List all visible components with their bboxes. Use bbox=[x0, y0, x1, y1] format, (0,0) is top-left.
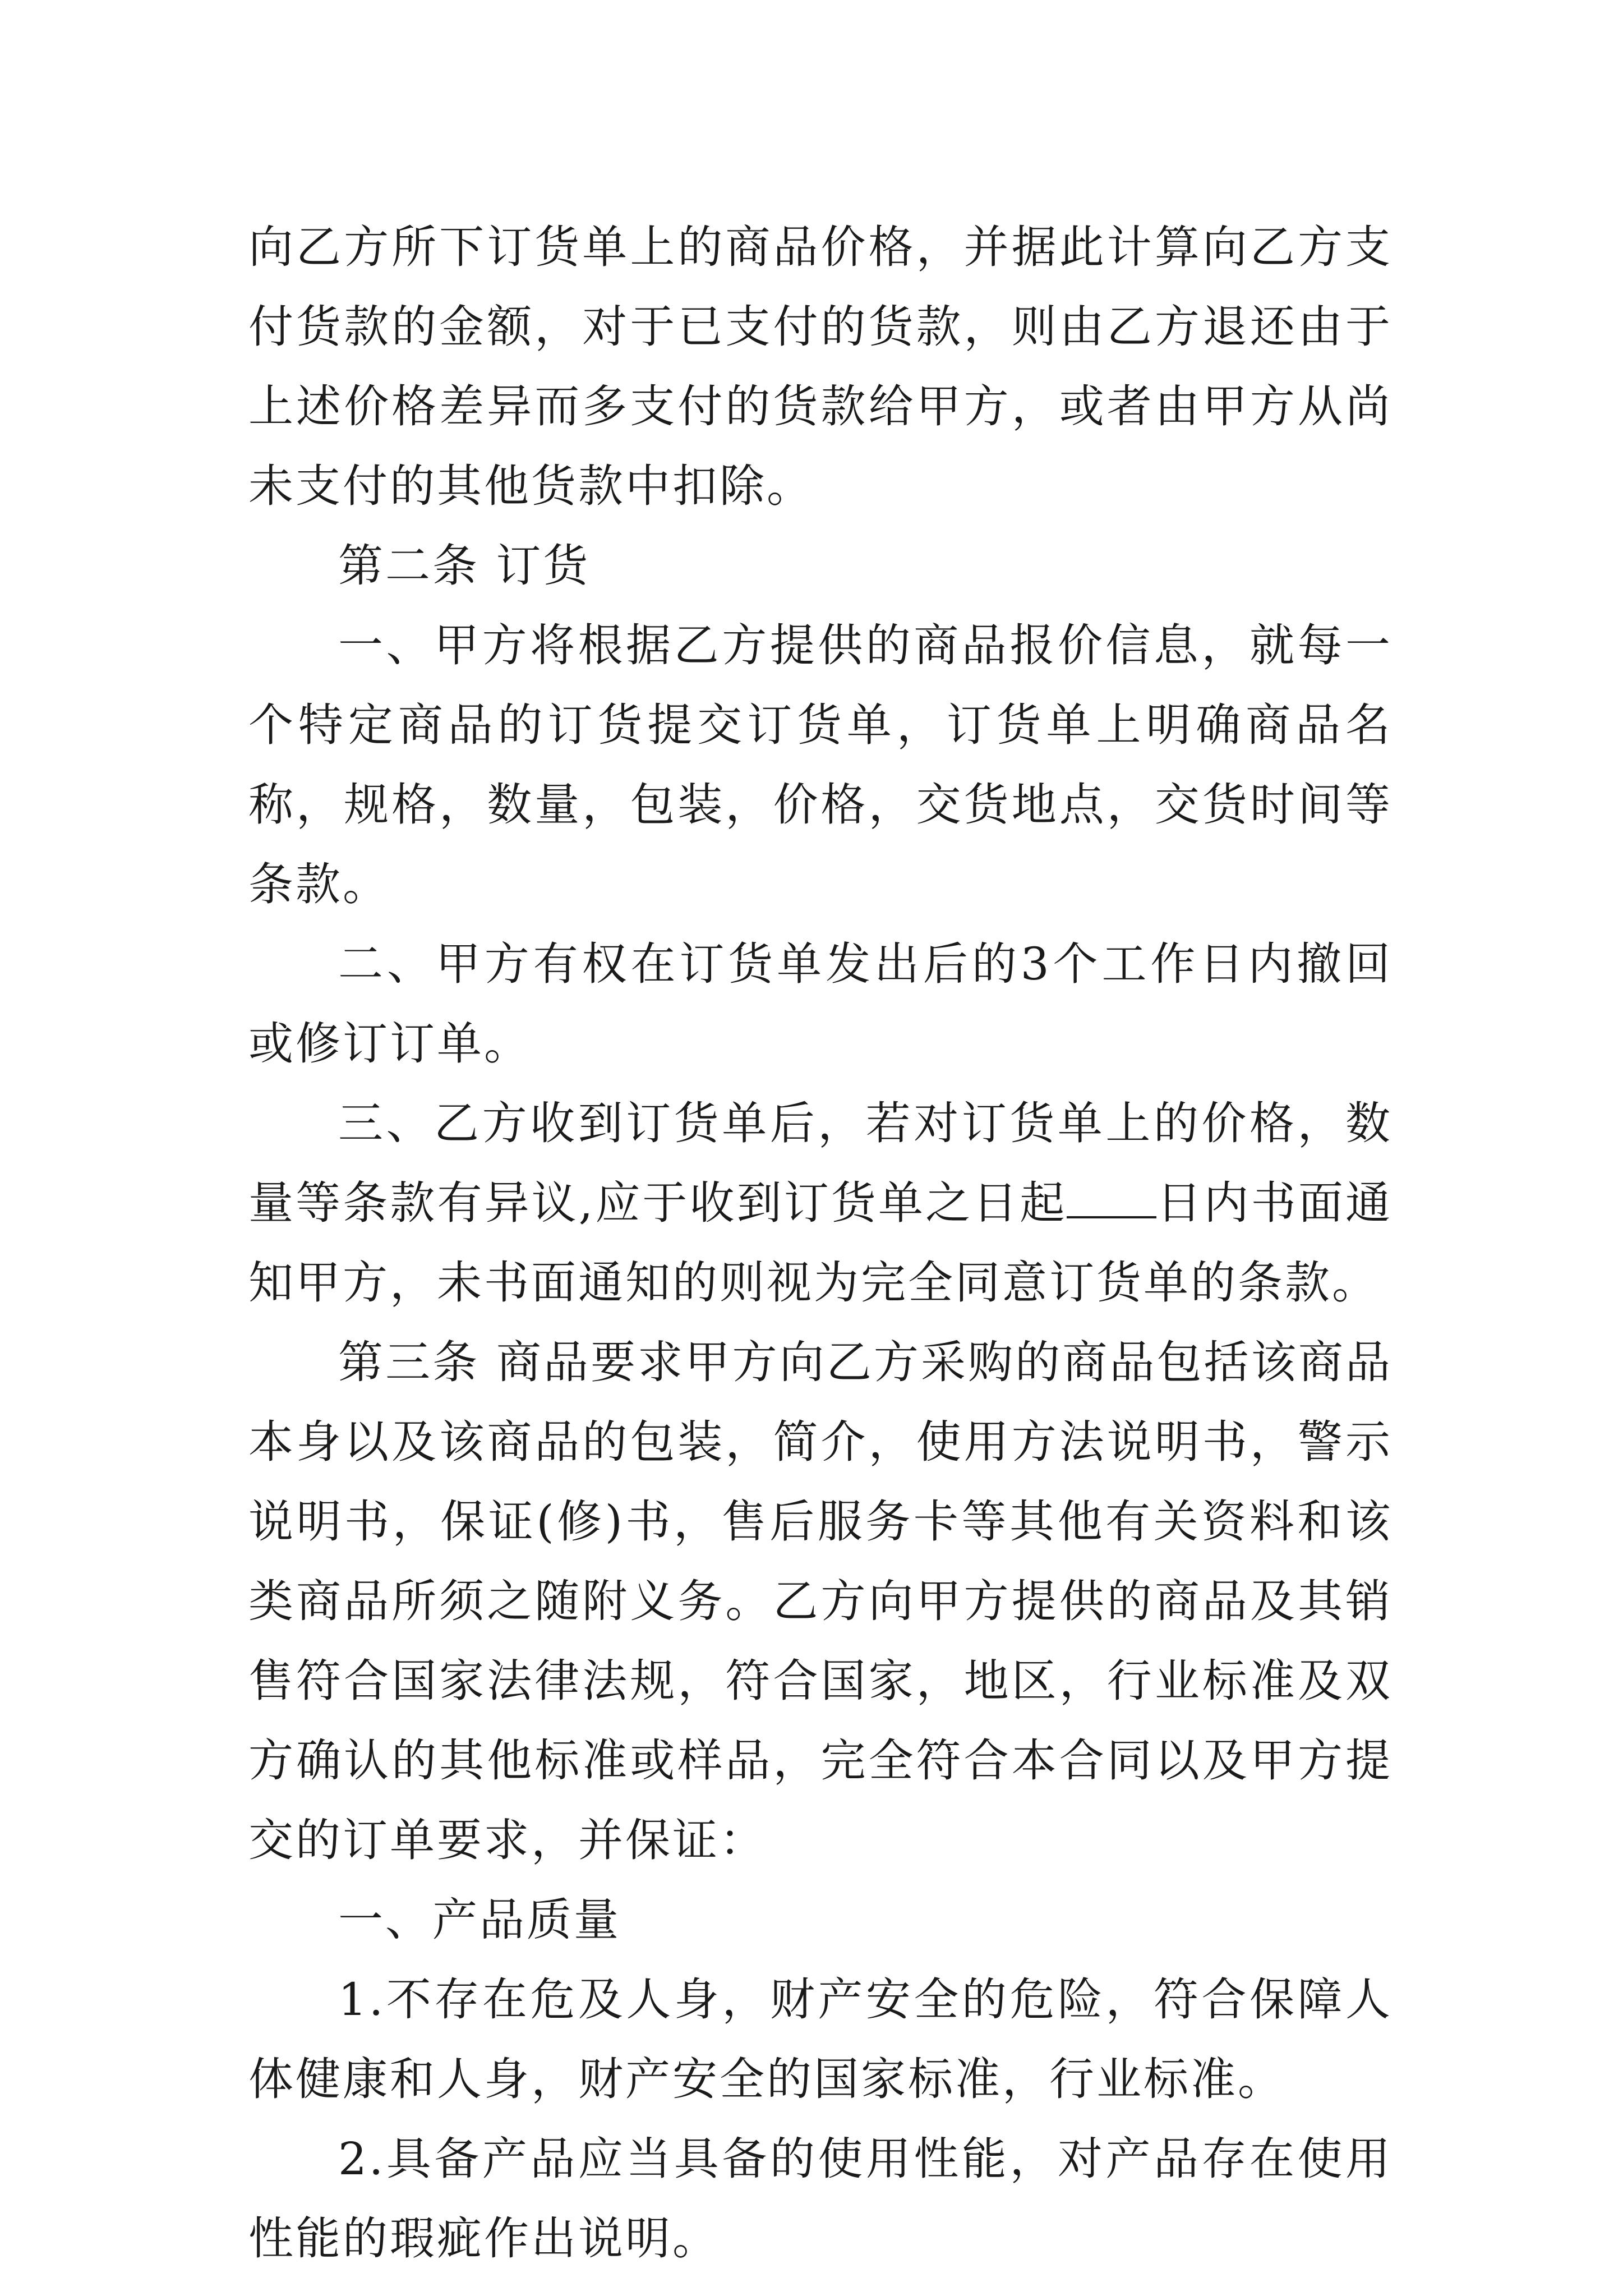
objection-text-before-blank: 三、乙方收到订货单后，若对订货单上的价格，数量等条款有异议,应于收到订货单之日起 bbox=[248, 1097, 1393, 1229]
document-body bbox=[248, 208, 1393, 2279]
paragraph-quality-item-2: 2.具备产品应当具备的使用性能，对产品存在使用性能的瑕疵作出说明。 bbox=[248, 2133, 1393, 2265]
paragraph-order-submission: 一、甲方将根据乙方提供的商品报价信息，就每一个特定商品的订货提交订货单，订货单上明确商品名称，规格，数量，包装，价格，交货地点，交货时间等条款。 bbox=[248, 619, 1393, 910]
paragraph-price-adjustment: 向乙方所下订货单上的商品价格，并据此计算向乙方支付货款的金额，对于已支付的货款，则由乙方退还由于上述价格差异而多支付的货款给甲方，或者由甲方从尚未支付的其他货款中扣除。 bbox=[248, 221, 1393, 512]
heading-product-quality: 一、产品质量 bbox=[338, 1894, 621, 1946]
fill-in-blank bbox=[1067, 1177, 1156, 1218]
objection-text-after-blank: 日内书面通知甲方，未书面通知的则视为完全同意订货单的条款。 bbox=[248, 1177, 1393, 1309]
heading-article-2-ordering: 第二条 订货 bbox=[338, 540, 591, 592]
paragraph-order-revocation: 二、甲方有权在订货单发出后的3个工作日内撤回或修订订单。 bbox=[248, 938, 1393, 1070]
paragraph-article-3-requirements: 第三条 商品要求甲方向乙方采购的商品包括该商品本身以及该商品的包装，简介，使用方法说明书，警示说明书，保证(修)书，售后服务卡等其他有关资料和该类商品所须之随附义务。乙方向甲方提供的商品及其销售符合国家法律法规，符合国家，地区，行业标准及双方确认的其他标准或样品，完全符合本合同以及甲方提交的订单要求，并保证： bbox=[248, 1336, 1393, 1866]
paragraph-order-objection bbox=[248, 1084, 1393, 1323]
paragraph-quality-item-1: 1.不存在危及人身，财产安全的危险，符合保障人体健康和人身，财产安全的国家标准，行业标准。 bbox=[248, 1973, 1393, 2105]
